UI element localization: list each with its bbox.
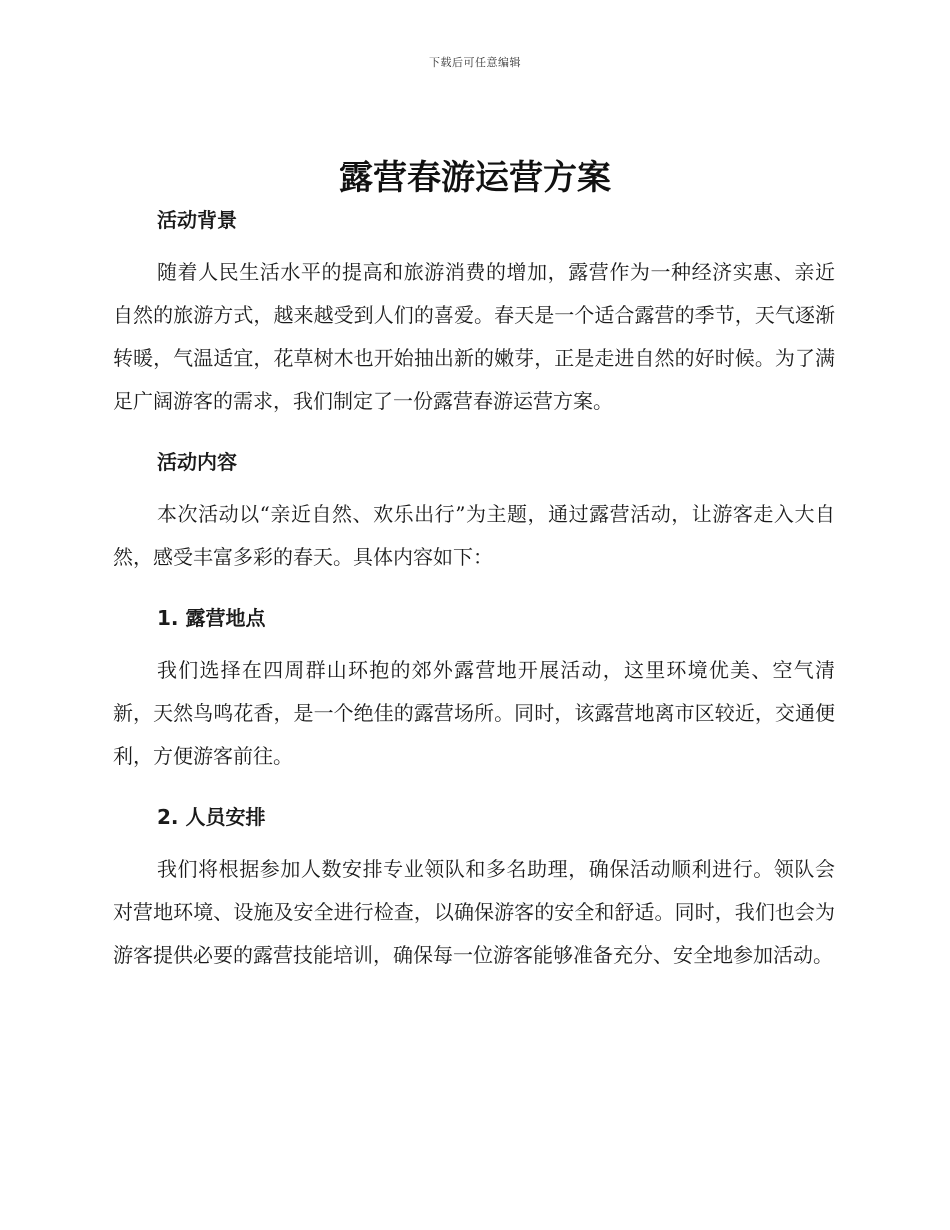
- section-content: [113, 445, 835, 579]
- section-paragraph: 我们选择在四周群山环抱的郊外露营地开展活动，这里环境优美、空气清新，天然鸟鸣花香，是一个绝佳的露营场所。同时，该露营地离市区较近，交通便利，方便游客前往。: [113, 658, 835, 768]
- section-heading: 活动背景: [157, 208, 237, 232]
- document-body: [113, 203, 835, 977]
- section-heading: 2. 人员安排: [157, 805, 266, 829]
- document-title: 露营春游运营方案: [339, 158, 611, 198]
- section-heading: 活动内容: [157, 450, 237, 474]
- section-heading: 1. 露营地点: [157, 606, 266, 630]
- section-location: [113, 601, 835, 778]
- section-paragraph: 本次活动以“亲近自然、欢乐出行”为主题，通过露营活动，让游客走入大自然，感受丰富多彩的春天。具体内容如下：: [113, 502, 835, 569]
- header-note: 下载后可任意编辑: [429, 56, 521, 69]
- section-staffing: [113, 800, 835, 977]
- section-paragraph: 我们将根据参加人数安排专业领队和多名助理，确保活动顺利进行。领队会对营地环境、设施及安全进行检查，以确保游客的安全和舒适。同时，我们也会为游客提供必要的露营技能培训，确保每一位游客能够准备充分、安全地参加活动。: [113, 857, 835, 967]
- section-background: [113, 203, 835, 423]
- section-paragraph: 随着人民生活水平的提高和旅游消费的增加，露营作为一种经济实惠、亲近自然的旅游方式，越来越受到人们的喜爱。春天是一个适合露营的季节，天气逐渐转暖，气温适宜，花草树木也开始抽出新的嫩芽，正是走进自然的好时候。为了满足广阔游客的需求，我们制定了一份露营春游运营方案。: [113, 260, 835, 413]
